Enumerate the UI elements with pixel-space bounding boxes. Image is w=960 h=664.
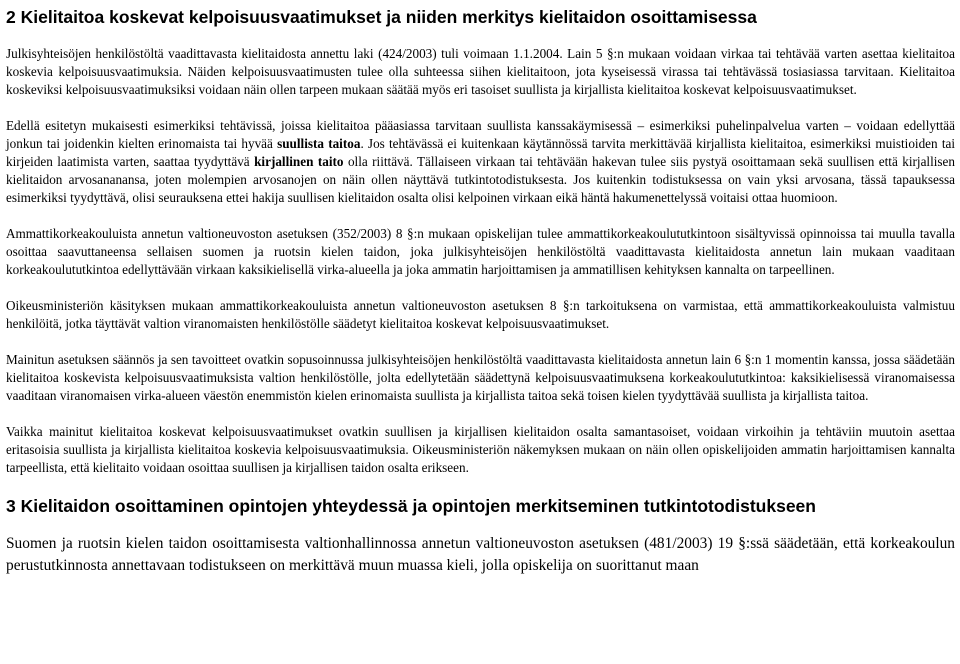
section-2-paragraph-2 (6, 117, 955, 207)
section-2-paragraph-4: Oikeusministeriön käsityksen mukaan ammattikorkeakouluista annetun valtioneuvoston asetuksen 8 §:n tarkoituksena on varmistaa, että ammattikorkeakouluista valmistuu henkilöitä, jotka täyttävät valtion viranomaisten henkilöstölle säädetyt kielitaitoa koskevat kelpoisuusvaatimukset. (6, 298, 955, 331)
section-2-paragraph-1: Julkisyhteisöjen henkilöstöltä vaadittavasta kielitaidosta annettu laki (424/2003) tuli voimaan 1.1.2004. Lain 5 §:n mukaan voidaan virkaa tai tehtävää varten asettaa kielitaitoa koskevia kelpoisuusvaatimuksia. Näiden kelpoisuusvaatimusten tulee olla suhteessa siihen kielitaitoon, jota kyseisessä virassa tai tehtävässä tosiasiassa tarvitaan. Kielitaitoa koskeviksi kelpoisuusvaatimuksiksi voidaan näin ollen tarpeen mukaan säätää myös eri tasoiset suullista ja kirjallista kielitaitoa koskevat kelpoisuusvaatimukset. (6, 46, 955, 97)
section-3-heading: 3 Kielitaidon osoittaminen opintojen yhteydessä ja opintojen merkitseminen tutkintotodistukseen (6, 496, 816, 516)
section-3-paragraph-1: Suomen ja ruotsin kielen taidon osoittamisesta valtionhallinnossa annetun valtioneuvoston asetuksen (481/2003) 19 §:ssä säädetään, että korkeakoulun perustutkinnosta annettavaan todistukseen on merkittävä muun muassa kieli, jolla opiskelija on suorittanut maan (6, 535, 955, 574)
section-2-paragraph-6: Vaikka mainitut kielitaitoa koskevat kelpoisuusvaatimukset ovatkin suullisen ja kirjallisen kielitaidon osalta samantasoiset, voidaan virkoihin ja tehtäviin muutoin asettaa eritasoisia suullista ja kirjallista kielitaitoa koskevia kelpoisuusvaatimuksia. Oikeusministeriön näkemyksen mukaan on näin ollen opiskelijoiden ammatin harjoittamisen kannalta tarpeellista, että kielitaito voidaan osoittaa suullisen ja kirjallisen taidon osalta erikseen. (6, 424, 955, 475)
paragraph-2-text-d: olla riittävä. Tällaiseen virkaan tai tehtävään hakevan tulee siis pystyä osoittamaan sekä suullisen että kirjallisen kielitaidon arvosananansa, joten molempien arvosanojen on näin ollen näyttävä tutkintotodistuksesta. Jos kuitenkin todistuksessa on vain yksi arvosana, tässä tapauksessa esimerkiksi tyydyttävä, olisi seurauksena ettei hakija suullisen kielitaidon osalta olisi kelpoinen virkaan eikä häntä hakumenettelyssä voitaisi ottaa huomioon. (6, 154, 955, 205)
paragraph-2-text-c: . Jos tehtävässä ei kuitenkaan käytännössä tarvita merkittävää kirjallista kielitaitoa, esimerkiksi muistioiden tai kirjeiden laatimista varten, saattaa tyydyttävä (6, 136, 955, 169)
bold-suullista-taitoa: suullista taitoa (277, 136, 361, 151)
section-2-paragraph-5: Mainitun asetuksen säännös ja sen tavoitteet ovatkin sopusoinnussa julkisyhteisöjen henkilöstöltä vaadittavasta kielitaidosta annetun lain 6 §:n 1 momentin kanssa, jossa säädetään kielitaitoa koskevista kelpoisuusvaatimuksista valtion henkilöstölle, jolta edellytetään säädettynä kelpoisuusvaatimuksena korkeakoulututkintoa: kaksikielisessä viranomaisessa vaaditaan viranomaisen virka-alueen väestön enemmistön kielen erinomaista suullista ja kirjallista taitoa sekä toisen kielen tyydyttävää suullista ja kirjallista taitoa. (6, 352, 955, 403)
bold-kirjallinen-taito: kirjallinen taito (254, 154, 344, 169)
section-2-heading: 2 Kielitaitoa koskevat kelpoisuusvaatimukset ja niiden merkitys kielitaidon osoittamisessa (6, 7, 757, 27)
paragraph-2-text-a: Edellä esitetyn mukaisesti esimerkiksi tehtävissä, joissa kielitaitoa pääasiassa tarvitaan suullista kanssakäymisessä – esimerkiksi puhelinpalvelua varten – voidaan edellyttää jonkun tai joidenkin kielten erinomaista tai hyvää (6, 118, 955, 151)
section-2-paragraph-3: Ammattikorkeakouluista annetun valtioneuvoston asetuksen (352/2003) 8 §:n mukaan opiskelijan tulee ammattikorkeakoulututkintoon sisältyvissä opinnoissa tai muulla tavalla osoittaa saavuttaneensa sellaisen suomen ja ruotsin kielen taidon, joka julkisyhteisöjen henkilöstöltä vaadittavasta kielitaidosta annetun lain mukaan vaaditaan korkeakoulututkintoa edellyttävään virkaan kaksikielisellä virka-alueella ja joka ammatin harjoittamisen ja ammatillisen kehityksen kannalta on tarpeellinen. (6, 226, 955, 277)
